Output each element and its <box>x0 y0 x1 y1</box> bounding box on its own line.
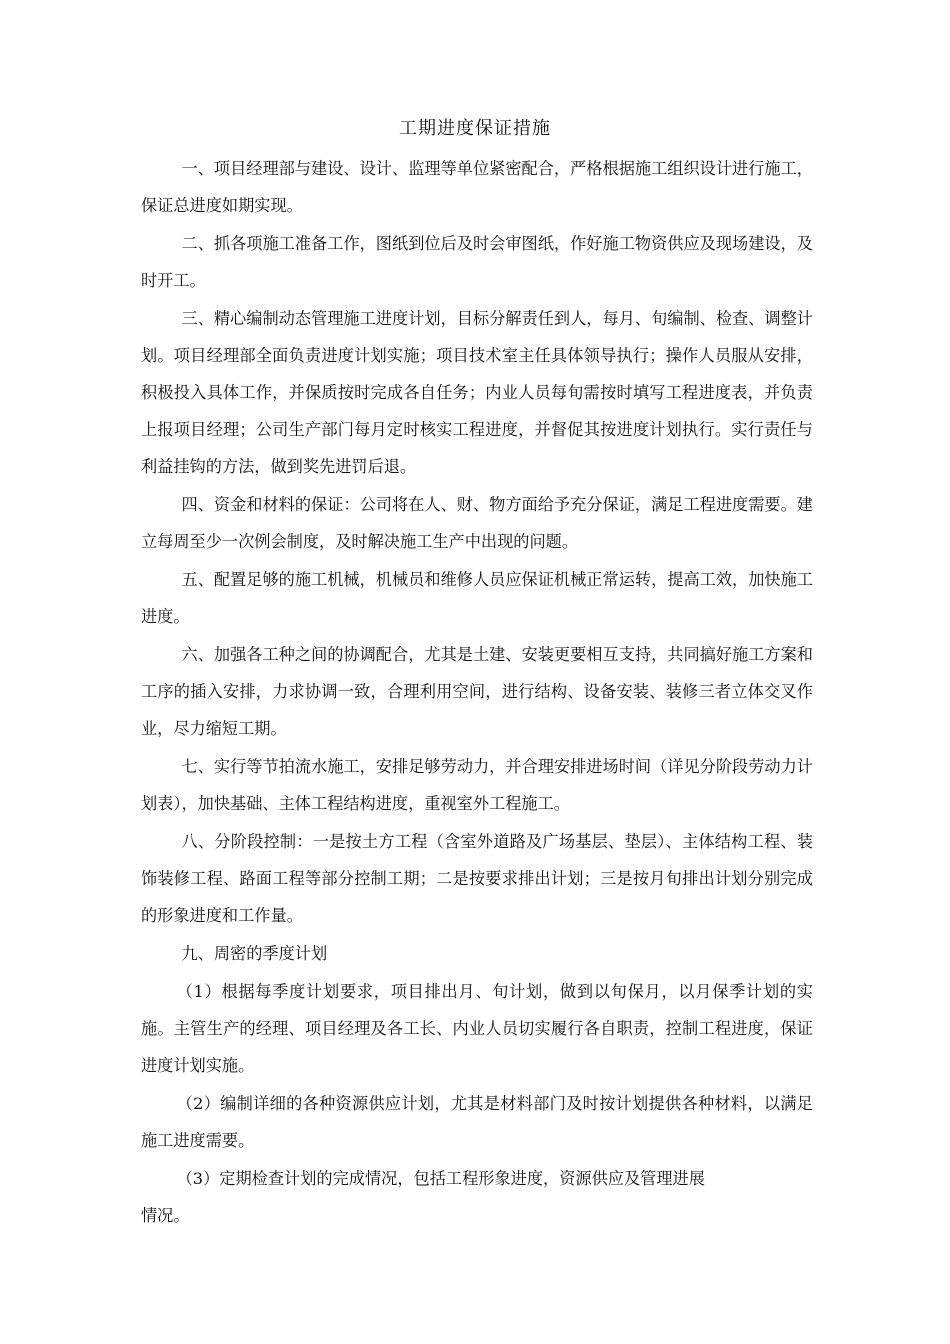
paragraph-5: 五、配置足够的施工机械，机械员和维修人员应保证机械正常运转，提高工效，加快施工进度。 <box>141 570 813 626</box>
paragraph-9-heading: 九、周密的季度计划 <box>181 944 328 963</box>
document-body <box>141 150 813 1235</box>
document-title: 工期进度保证措施 <box>399 118 551 139</box>
paragraph-9-item-1: （1）根据每季度计划要求，项目排出月、旬计划，做到以旬保月，以月保季计划的实施。主管生产的经理、项目经理及各工长、内业人员切实履行各自职责，控制工程进度，保证进度计划实施。 <box>141 982 813 1075</box>
paragraph-2: 二、抓各项施工准备工作，图纸到位后及时会审图纸，作好施工物资供应及现场建设，及时开工。 <box>141 234 813 290</box>
paragraph-8: 八、分阶段控制：一是按土方工程（含室外道路及广场基层、垫层）、主体结构工程、装饰装修工程、路面工程等部分控制工期；二是按要求排出计划；三是按月旬排出计划分别完成的形象进度和工作量。 <box>141 832 813 925</box>
paragraph-9-item-3-line-1: （3）定期检查计划的完成情况，包括工程形象进度，资源供应及管理进展 <box>176 1169 705 1188</box>
paragraph-6: 六、加强各工种之间的协调配合，尤其是土建、安装更要相互支持，共同搞好施工方案和工序的插入安排，力求协调一致，合理利用空间，进行结构、设备安装、装修三者立体交叉作业，尽力缩短工期。 <box>141 645 813 738</box>
paragraph-4: 四、资金和材料的保证：公司将在人、财、物方面给予充分保证，满足工程进度需要。建立每周至少一次例会制度，及时解决施工生产中出现的问题。 <box>141 495 813 551</box>
paragraph-7: 七、实行等节拍流水施工，安排足够劳动力，并合理安排进场时间（详见分阶段劳动力计划表），加快基础、主体工程结构进度，重视室外工程施工。 <box>141 757 813 813</box>
paragraph-9-item-2: （2）编制详细的各种资源供应计划，尤其是材料部门及时按计划提供各种材料，以满足施工进度需要。 <box>141 1094 813 1150</box>
paragraph-3: 三、精心编制动态管理施工进度计划，目标分解责任到人，每月、旬编制、检查、调整计划。项目经理部全面负责进度计划实施；项目技术室主任具体领导执行；操作人员服从安排，积极投入具体工作，并保质按时完成各自任务；内业人员每旬需按时填写工程进度表，并负责上报项目经理；公司生产部门每月定时核实工程进度，并督促其按进度计划执行。实行责任与利益挂钩的方法，做到奖先进罚后退。 <box>141 309 813 476</box>
paragraph-9-item-3 <box>141 1160 813 1234</box>
paragraph-1: 一、项目经理部与建设、设计、监理等单位紧密配合，严格根据施工组织设计进行施工，保证总进度如期实现。 <box>141 159 813 215</box>
paragraph-9-item-3-line-2: 情况。 <box>141 1206 190 1225</box>
